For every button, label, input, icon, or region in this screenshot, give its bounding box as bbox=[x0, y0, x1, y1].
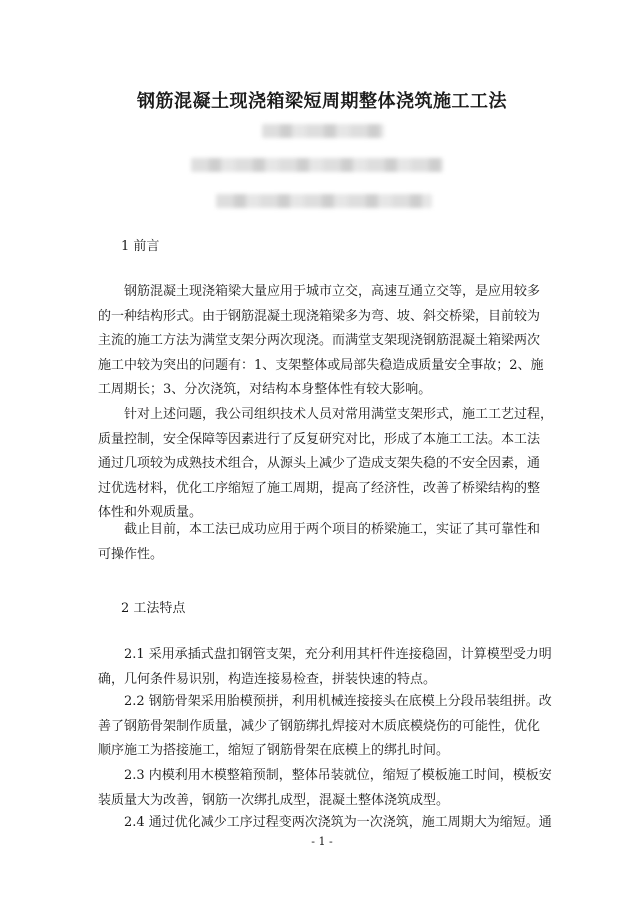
paragraph bbox=[98, 280, 549, 403]
text-line: 可操作性。 bbox=[98, 546, 164, 562]
text-line: 的一种结构形式。由于钢筋混凝土现浇箱梁多为弯、坡、斜交桥梁，目前较为 bbox=[98, 308, 541, 324]
text-line: 体性和外观质量。 bbox=[98, 505, 203, 521]
text-line: 2.3 内模利用木模整箱预制，整体吊装就位，缩短了模板施工时间，模板安 bbox=[124, 768, 552, 783]
text-line: 顺序施工为搭接施工，缩短了钢筋骨架在底模上的绑扎时间。 bbox=[98, 743, 450, 759]
document-title: 钢筋混凝土现浇箱梁短周期整体浇筑施工工法 bbox=[137, 91, 507, 112]
text-line: 2.4 通过优化减少工序过程变两次浇筑为一次浇筑，施工周期大为缩短。通 bbox=[124, 815, 552, 830]
text-line: 截止目前，本工法已成功应用于两个项目的桥梁施工，实证了其可靠性和 bbox=[124, 522, 541, 537]
paragraph bbox=[98, 643, 552, 692]
redacted-author-line bbox=[262, 124, 384, 138]
text-line: 过优选材料，优化工序缩短了施工周期，提高了经济性，改善了桥梁结构的整 bbox=[98, 480, 541, 496]
text-line: 工周期长；3、分次浇筑，对结构本身整体性有较大影响。 bbox=[98, 382, 432, 398]
text-line: 质量控制，安全保障等因素进行了反复研究对比，形成了本施工工法。本工法 bbox=[98, 431, 541, 447]
text-line: 2.1 采用承插式盘扣钢管支架，充分利用其杆件连接稳固，计算模型受力明 bbox=[124, 647, 552, 662]
paragraph bbox=[98, 764, 552, 813]
text-line: 善了钢筋骨架制作质量，减少了钢筋绑扎焊接对木质底模烧伤的可能性，优化 bbox=[98, 718, 541, 734]
section-heading-2: 2 工法特点 bbox=[121, 601, 186, 616]
text-line: 针对上述问题，我公司组织技术人员对常用满堂支架形式，施工工艺过程， bbox=[124, 407, 554, 422]
text-line: 通过几项较为成熟技术组合，从源头上减少了造成支架失稳的不安全因素，通 bbox=[98, 456, 541, 472]
redacted-address-line bbox=[216, 194, 432, 208]
section-heading-1: 1 前言 bbox=[121, 239, 160, 254]
text-line: 2.2 钢筋骨架采用胎模预拼，利用机械连接接头在底模上分段吊装组拼。改 bbox=[124, 694, 552, 709]
text-line: 钢筋混凝土现浇箱梁大量应用于城市立交，高速互通立交等，是应用较多 bbox=[124, 284, 541, 299]
text-line: 施工中较为突出的问题有：1、支架整体或局部失稳造成质量安全事故；2、施 bbox=[98, 357, 544, 373]
text-line: 装质量大为改善，钢筋一次绑扎成型，混凝土整体浇筑成型。 bbox=[98, 792, 450, 808]
paragraph bbox=[98, 811, 552, 836]
page-number: - 1 - bbox=[311, 835, 333, 848]
paragraph bbox=[98, 518, 549, 567]
paragraph bbox=[98, 690, 552, 764]
redacted-affiliation-line bbox=[191, 158, 443, 172]
text-line: 主流的施工方法为满堂支架分两次现浇。而满堂支架现浇钢筋混凝土箱梁两次 bbox=[98, 333, 541, 349]
paragraph bbox=[98, 403, 554, 526]
text-line: 确，几何条件易识别，构造连接易检查，拼装快速的特点。 bbox=[98, 671, 437, 687]
